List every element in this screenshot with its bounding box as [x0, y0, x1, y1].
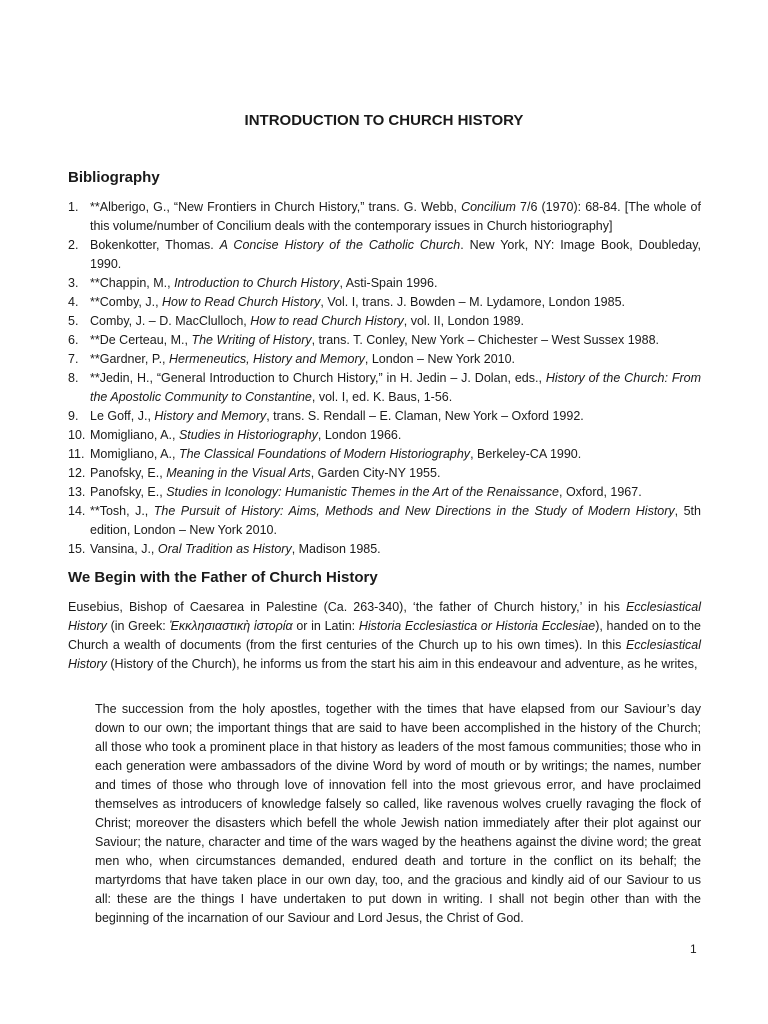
text-run: , Vol. I, trans. J. Bowden – M. Lydamore, London 1985.: [320, 295, 625, 309]
italic-text: Ἐκκλησιαστικὴ ἱστορία: [169, 619, 293, 633]
bibliography-item: [68, 274, 701, 293]
text-run: , vol. I, ed. K. Baus, 1-56.: [311, 390, 453, 404]
italic-text: Ecclesiastical History: [68, 600, 701, 633]
item-number: 3.: [68, 276, 79, 290]
italic-text: History of the Church: From the Apostolic Community to Constantine: [90, 371, 701, 404]
text-run: Comby, J. – D. MacClulloch,: [90, 314, 251, 328]
item-number: 8.: [68, 371, 79, 385]
text-run: **Alberigo, G., “New Frontiers in Church History,” trans. G. Webb,: [90, 200, 462, 214]
text-run: or in Latin:: [292, 619, 359, 633]
italic-text: History and Memory: [154, 409, 267, 423]
section-heading: We Begin with the Father of Church History: [68, 569, 378, 586]
item-number: 7.: [68, 352, 79, 366]
item-number: 10.: [68, 428, 86, 442]
text-run: **De Certeau, M.,: [90, 333, 192, 347]
italic-text: How to Read Church History: [162, 295, 321, 309]
item-number: 4.: [68, 295, 79, 309]
italic-text: Meaning in the Visual Arts: [166, 466, 311, 480]
text-run: (History of the Church), he informs us from the start his aim in this endeavour and adventure, as he writes,: [106, 657, 698, 671]
text-run: Panofsky, E.,: [90, 466, 167, 480]
text-run: Momigliano, A.,: [90, 447, 179, 461]
italic-text: Ecclesiastical History: [68, 638, 701, 671]
item-number: 12.: [68, 466, 86, 480]
bibliography-item: [68, 198, 701, 236]
italic-text: The Writing of History: [191, 333, 312, 347]
item-number: 14.: [68, 504, 86, 518]
text-run: , Berkeley-CA 1990.: [470, 447, 582, 461]
bibliography-list: [68, 198, 701, 559]
bibliography-item: [68, 236, 701, 274]
item-number: 1.: [68, 200, 79, 214]
text-run: . New York, NY: Image Book, Doubleday, 1990.: [90, 238, 701, 271]
italic-text: How to read Church History: [250, 314, 404, 328]
bibliography-heading: Bibliography: [68, 169, 160, 186]
block-quote: The succession from the holy apostles, together with the times that have elapsed from our Saviour’s day down to our own; the important things that are said to have been accomplished in the history of the Church; all those who took a prominent place in that history as leaders of the most famous communities; those who in each generation were ambassadors of the divine Word by word of mouth or by writings; the names, number and times of those who through love of innovation fell into the most grievous error, and have proclaimed themselves as introducers of knowledge falsely so called, like ravenous wolves cruelly ravaging the flock of Christ; moreover the disasters which befell the whole Jewish nation immediately after their plot against our Saviour; the nature, character and time of the wars waged by the heathens against the divine word; the great men who, when circumstances demanded, endured death and torture in the conflict on its behalf; the martyrdoms that have taken place in our own day, too, and the gracious and kindly aid of our Saviour to us all: these are the things I have undertaken to put down in writing. I shall not begin other than with the beginning of the incarnation of our Saviour and Lord Jesus, the Christ of God.: [95, 702, 701, 925]
text-run: , London 1966.: [317, 428, 402, 442]
text-run: , vol. II, London 1989.: [403, 314, 524, 328]
bibliography-item: [68, 483, 701, 502]
bibliography-item: [68, 369, 701, 407]
italic-text: Concilium: [461, 200, 516, 214]
page-title: INTRODUCTION TO CHURCH HISTORY: [244, 112, 524, 129]
bibliography-item: [68, 331, 701, 350]
text-run: **Comby, J.,: [90, 295, 163, 309]
text-run: Vansina, J.,: [90, 542, 158, 556]
bibliography-item: [68, 407, 701, 426]
bibliography-item: [68, 293, 701, 312]
bibliography-item: [68, 464, 701, 483]
item-number: 13.: [68, 485, 86, 499]
text-run: **Tosh, J.,: [90, 504, 154, 518]
italic-text: Historia Ecclesiastica or Historia Ecclesiae: [358, 619, 596, 633]
item-number: 9.: [68, 409, 79, 423]
text-run: Panofsky, E.,: [90, 485, 167, 499]
text-run: **Chappin, M.,: [90, 276, 175, 290]
text-run: ), handed on to the Church a wealth of documents (from the first centuries of the Church up to his own times). In this: [68, 619, 701, 652]
text-run: Bokenkotter, Thomas.: [90, 238, 220, 252]
italic-text: A Concise History of the Catholic Church: [219, 238, 461, 252]
text-run: , Oxford, 1967.: [559, 485, 642, 499]
text-run: , Garden City-NY 1955.: [310, 466, 441, 480]
item-number: 5.: [68, 314, 79, 328]
italic-text: Introduction to Church History: [174, 276, 340, 290]
bibliography-item: [68, 445, 701, 464]
text-run: **Jedin, H., “General Introduction to Church History,” in H. Jedin – J. Dolan, eds.,: [90, 371, 546, 385]
text-run: , trans. T. Conley, New York – Chichester – West Sussex 1988.: [311, 333, 660, 347]
italic-text: Hermeneutics, History and Memory: [169, 352, 365, 366]
bibliography-item: [68, 426, 701, 445]
text-run: , trans. S. Rendall – E. Claman, New York – Oxford 1992.: [266, 409, 584, 423]
text-run: 7/6 (1970): 68-84. [The whole of this volume/number of Concilium deals with the contemporary issues in Church historiography]: [90, 200, 701, 233]
italic-text: Studies in Iconology: Humanistic Themes in the Art of the Renaissance: [166, 485, 559, 499]
bibliography-item: [68, 350, 701, 369]
text-run: , 5th edition, London – New York 2010.: [90, 504, 701, 537]
italic-text: The Classical Foundations of Modern Historiography: [178, 447, 471, 461]
item-number: 11.: [68, 447, 85, 461]
text-run: (in Greek:: [106, 619, 170, 633]
page-number: 1: [690, 942, 697, 956]
item-number: 2.: [68, 238, 79, 252]
item-number: 6.: [68, 333, 79, 347]
italic-text: Oral Tradition as History: [157, 542, 292, 556]
text-run: , London – New York 2010.: [364, 352, 516, 366]
italic-text: The Pursuit of History: Aims, Methods and New Directions in the Study of Modern History: [153, 504, 675, 518]
text-run: Le Goff, J.,: [90, 409, 155, 423]
text-run: , Asti-Spain 1996.: [339, 276, 438, 290]
text-run: **Gardner, P.,: [90, 352, 169, 366]
intro-paragraph: [68, 598, 701, 674]
italic-text: Studies in Historiography: [178, 428, 318, 442]
text-run: Eusebius, Bishop of Caesarea in Palestine (Ca. 263-340), ‘the father of Church history,’ in his: [68, 600, 626, 614]
bibliography-item: [68, 502, 701, 540]
item-number: 15.: [68, 542, 86, 556]
text-run: Momigliano, A.,: [90, 428, 179, 442]
bibliography-item: [68, 540, 701, 559]
bibliography-item: [68, 312, 701, 331]
text-run: , Madison 1985.: [291, 542, 381, 556]
